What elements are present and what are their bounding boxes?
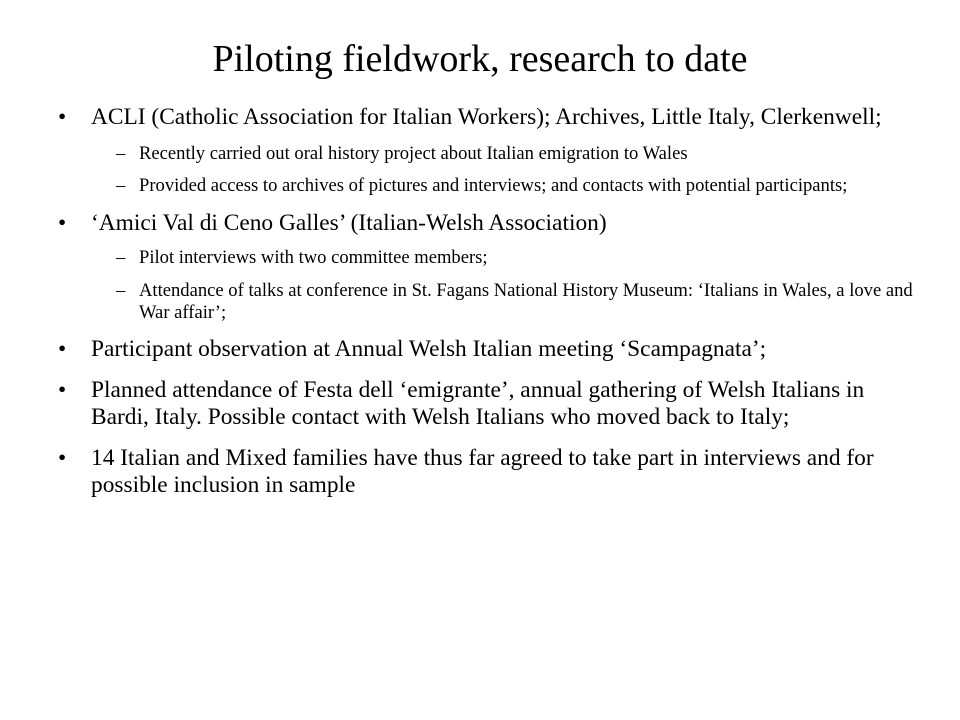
dash-marker: – (116, 280, 126, 301)
bullet-text: ACLI (Catholic Association for Italian Workers); Archives, Little Italy, Clerkenwell; (91, 104, 882, 130)
bullet-marker: • (58, 445, 67, 471)
slide-title: Piloting fieldwork, research to date (212, 38, 748, 80)
sub-bullet-text: Pilot interviews with two committee members; (139, 247, 488, 268)
bullet-marker: • (58, 104, 67, 130)
bullet-list (58, 104, 920, 513)
bullet-text: ‘Amici Val di Ceno Galles’ (Italian-Welsh Association) (91, 210, 607, 236)
bullet-item (58, 445, 920, 499)
bullet-marker: • (58, 210, 67, 236)
sub-bullet-text: Provided access to archives of pictures and interviews; and contacts with potential participants; (139, 175, 848, 196)
sub-bullet-text: Attendance of talks at conference in St. Fagans National History Museum: ‘Italians in Wales, a love and War affair’; (139, 280, 913, 323)
sub-bullet-item (58, 175, 920, 197)
bullet-item (58, 336, 920, 363)
dash-marker: – (116, 175, 126, 196)
bullet-text: Participant observation at Annual Welsh Italian meeting ‘Scampagnata’; (91, 336, 767, 362)
bullet-marker: • (58, 377, 67, 403)
sub-bullet-item (58, 143, 920, 165)
dash-marker: – (116, 143, 126, 164)
bullet-text: 14 Italian and Mixed families have thus far agreed to take part in interviews and for possible inclusion in sample (91, 445, 874, 498)
sub-bullet-item (58, 247, 920, 269)
bullet-text: Planned attendance of Festa dell ‘emigrante’, annual gathering of Welsh Italians in Bardi, Italy. Possible contact with Welsh Italians who moved back to Italy; (91, 377, 865, 430)
sub-bullet-text: Recently carried out oral history project about Italian emigration to Wales (139, 143, 688, 164)
dash-marker: – (116, 247, 126, 268)
bullet-item (58, 104, 920, 131)
bullet-item (58, 210, 920, 237)
sub-bullet-item (58, 280, 920, 324)
bullet-marker: • (58, 336, 67, 362)
bullet-item (58, 377, 920, 431)
